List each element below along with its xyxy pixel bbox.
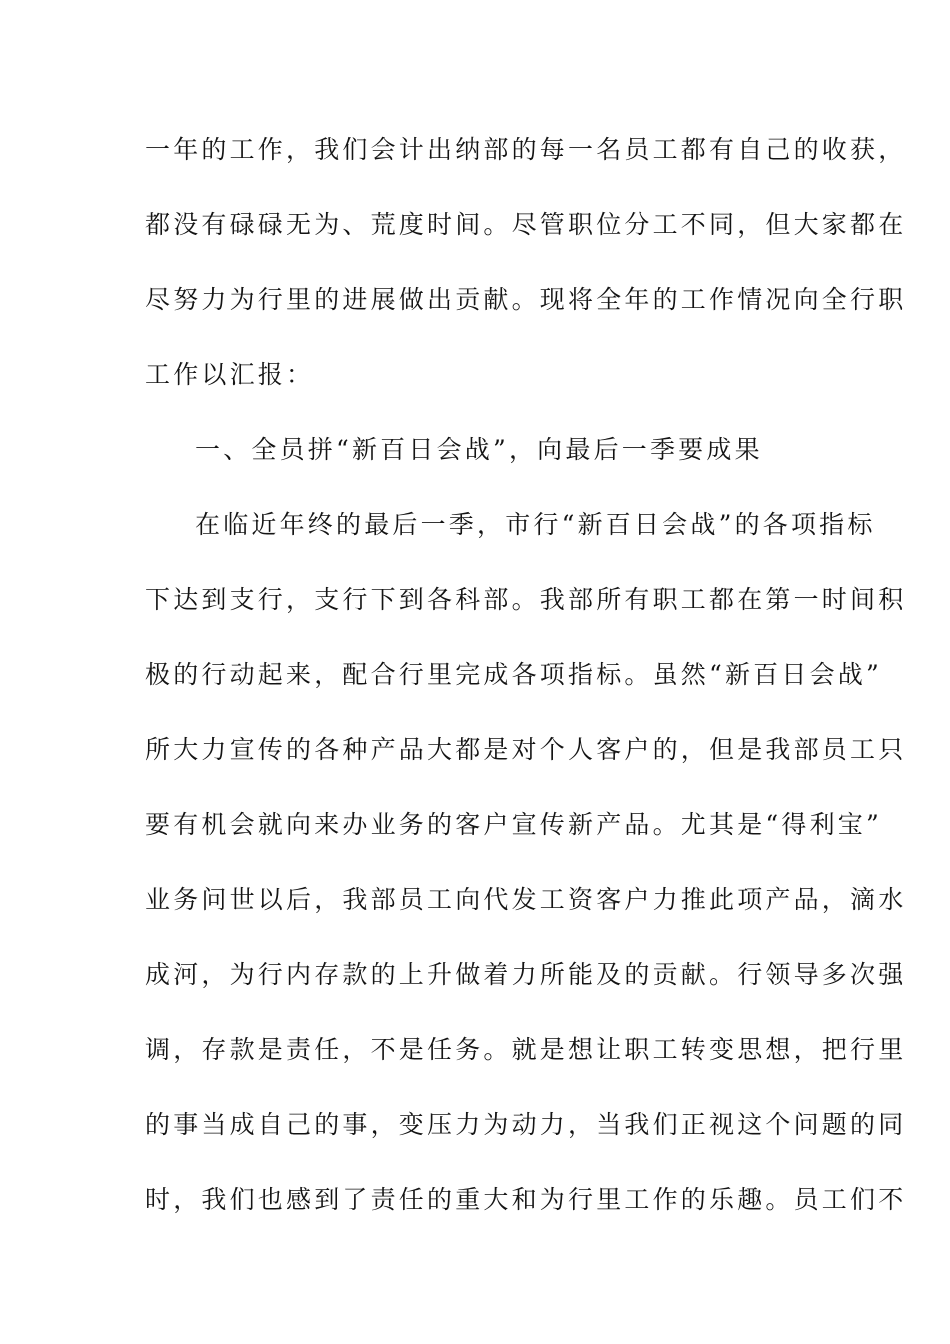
text-line: 要有机会就向来办业务的客户宣传新产品。尤其是“得利宝” xyxy=(145,810,882,839)
text-line: 所大力宣传的各种产品大都是对个人客户的，但是我部员工只 xyxy=(145,735,907,764)
text-line: 时，我们也感到了责任的重大和为行里工作的乐趣。员工们不 xyxy=(145,1185,907,1214)
text-line: 下达到支行，支行下到各科部。我部所有职工都在第一时间积 xyxy=(145,585,907,614)
text-line: 的事当成自己的事，变压力为动力，当我们正视这个问题的同 xyxy=(145,1110,907,1139)
text-line: 工作以汇报： xyxy=(145,360,315,389)
text-line: 一年的工作，我们会计出纳部的每一名员工都有自己的收获， xyxy=(145,135,907,164)
text-line: 尽努力为行里的进展做出贡献。现将全年的工作情况向全行职 xyxy=(145,285,907,314)
text-line: 业务问世以后，我部员工向代发工资客户力推此项产品，滴水 xyxy=(145,885,907,914)
text-line: 成河，为行内存款的上升做着力所能及的贡献。行领导多次强 xyxy=(145,960,907,989)
text-line: 调，存款是责任，不是任务。就是想让职工转变思想，把行里 xyxy=(145,1035,907,1064)
section-heading: 一、全员拼“新百日会战”，向最后一季要成果 xyxy=(195,435,763,464)
text-line: 都没有碌碌无为、荒度时间。尽管职位分工不同，但大家都在 xyxy=(145,210,907,239)
text-line: 极的行动起来，配合行里完成各项指标。虽然“新百日会战” xyxy=(145,660,882,689)
text-line: 在临近年终的最后一季，市行“新百日会战”的各项指标 xyxy=(195,510,876,539)
